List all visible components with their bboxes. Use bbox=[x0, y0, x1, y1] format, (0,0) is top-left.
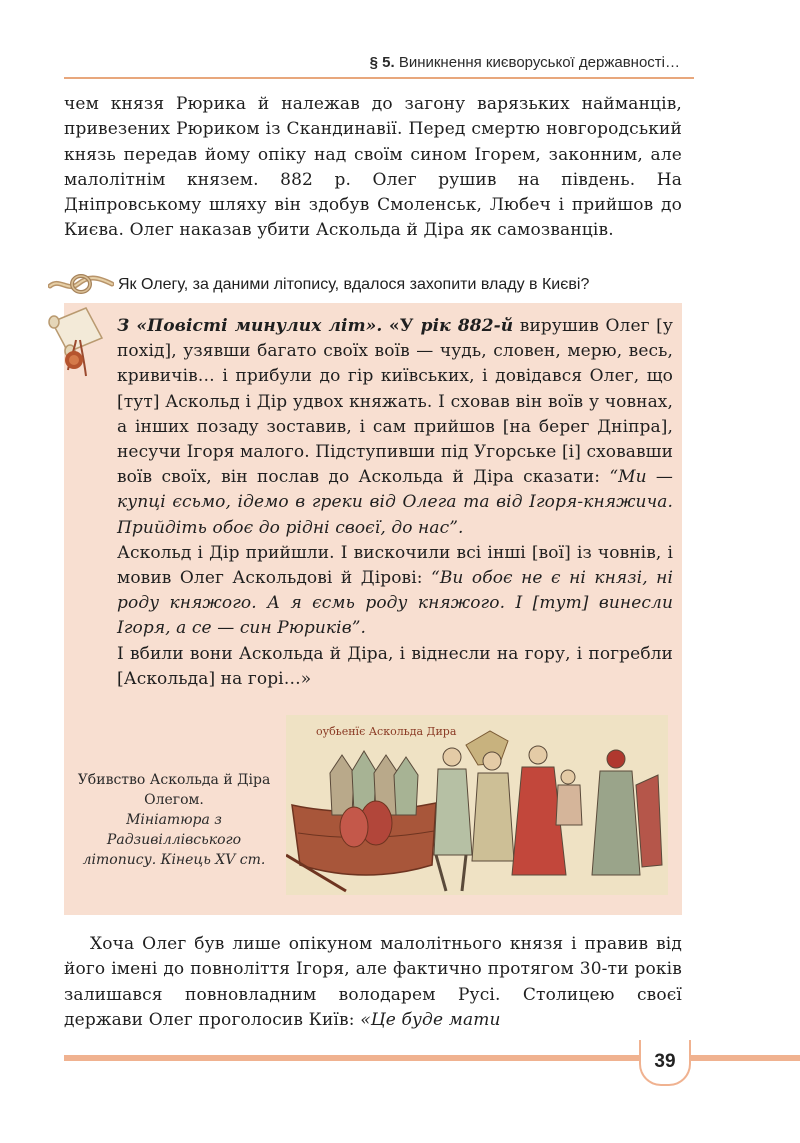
section-number: § 5. bbox=[369, 54, 395, 71]
quote-speech-1: “Ми — купці єсьмо, ідемо в греки від Олега та від Ігоря-княжича. Прийдіть обоє до рідні своєї, до нас”. bbox=[117, 467, 674, 538]
page-number: 39 bbox=[639, 1040, 691, 1086]
closing-text: Хоча Олег був лише опікуном малолітнього князя і правив від його імені до повноліття Ігоря, але фактично протягом 30-ти років залишався повновладним володарем Русі. Столицею своєї держави Олег проголосив Київ: bbox=[64, 934, 682, 1030]
quote-part-1: вирушив Олег [у похід], узявши багато своїх воїв — чудь, словен, мерю, весь, кривичів… і прибули до гір київських, і довідався Олег, що [тут] Аскольд і Дір удвох княжать. І сховав він воїв у човнах, а інших позаду зоставив, і сам прийшов [на берег Дніпра], несучи Ігоря малого. Підступивши під Угорське [і] сховавши воїв своїх, він послав до Аскольда й Діра сказати: bbox=[117, 316, 674, 488]
closing-paragraph bbox=[64, 932, 682, 1033]
year-phrase: рік 882-й bbox=[420, 316, 514, 336]
chapter-title: Виникнення києворуської державності… bbox=[398, 54, 680, 71]
closing-quote: «Це буде мати bbox=[360, 1009, 501, 1030]
header-divider bbox=[64, 77, 694, 79]
intro-paragraph: чем князя Рюрика й належав до загону варязьких найманців, привезених Рюриком із Скандинавії. Перед смертю новгородський князь передав йому опіку над своїм сином Ігорем, законним, але малолітнім князем. 882 р. Олег рушив на південь. На Дніпровському шляху він здобув Смоленськ, Любеч і прийшов до Києва. Олег наказав убити Аскольда й Діра як самозванців. bbox=[64, 94, 682, 241]
scroll-seal-icon bbox=[46, 300, 108, 390]
discussion-question: Як Олегу, за даними літопису, вдалося захопити владу в Києві? bbox=[118, 276, 590, 293]
chronicle-miniature bbox=[286, 715, 668, 895]
miniature-inscription: оубьенїє Аскольда Дира bbox=[316, 725, 457, 738]
quote-part-3: І вбили вони Аскольда й Діра, і віднесли на гору, і погребли [Аскольда] на горі…» bbox=[117, 643, 673, 689]
source-title: З «Повісті минулих літ». bbox=[117, 316, 383, 336]
quote-open: «У bbox=[388, 316, 421, 336]
rope-knot-icon bbox=[48, 272, 114, 296]
quote-speech-2: “Ви обоє не є ні князі, ні роду княжого. А я єсмь роду княжого. І [тут] винесли Ігоря, а се — син Рюриків”. bbox=[117, 568, 673, 639]
caption-source: Мініатюра з Радзивіллівського літопису. Кінець XV ст. bbox=[82, 812, 266, 868]
chronicle-quote bbox=[117, 314, 673, 692]
quote-part-2: Аскольд і Дір прийшли. І вискочили всі інші [вої] із човнів, і мовив Олег Аскольдові й Дірові: bbox=[117, 542, 673, 589]
caption-title: Убивство Аскольда й Діра Олегом. bbox=[77, 772, 271, 808]
figure-caption bbox=[76, 770, 272, 870]
